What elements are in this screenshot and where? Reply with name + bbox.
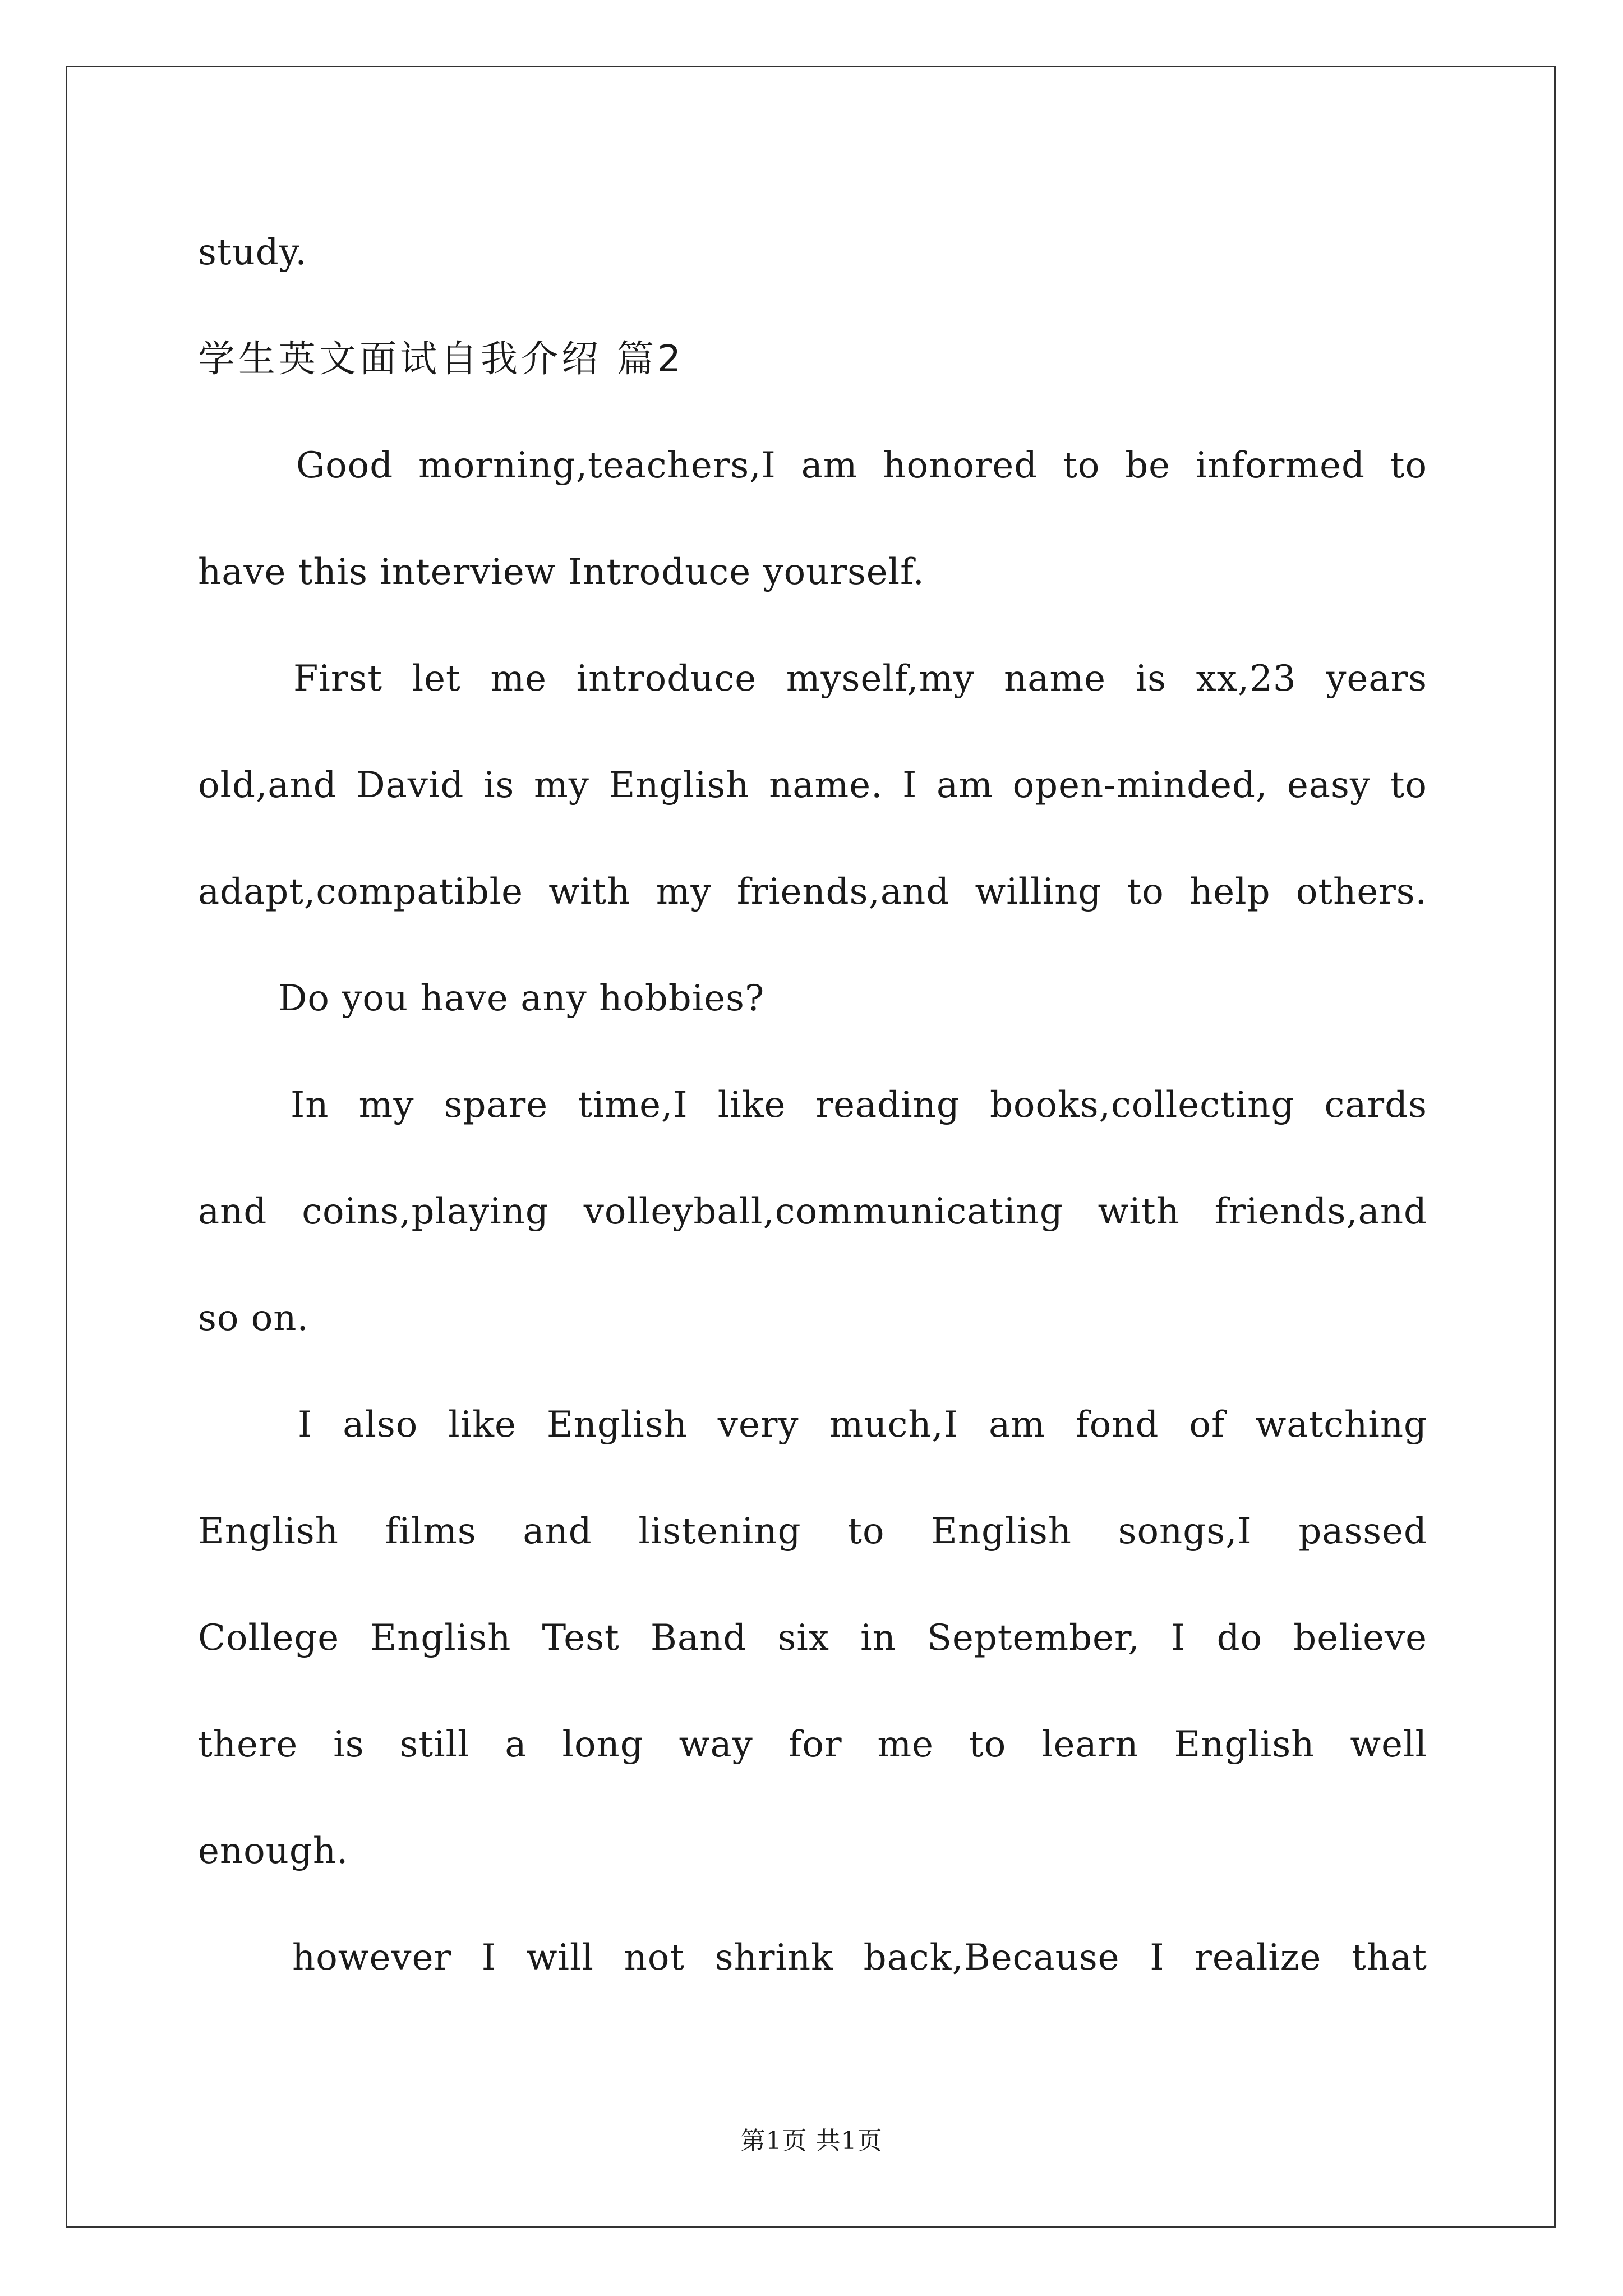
- word: name.: [769, 765, 883, 806]
- word: College: [198, 1617, 340, 1659]
- word: September,: [927, 1617, 1140, 1659]
- word: easy: [1287, 765, 1371, 806]
- word: old,and: [198, 765, 337, 806]
- word: I: [1171, 1617, 1186, 1659]
- word: I: [902, 765, 917, 806]
- word: films: [385, 1511, 477, 1552]
- word: morning,teachers,I: [418, 445, 776, 486]
- word: listening: [638, 1511, 801, 1552]
- word: however: [292, 1937, 452, 1978]
- word: Good: [296, 445, 394, 486]
- word: learn: [1041, 1724, 1139, 1765]
- word: not: [624, 1937, 685, 1978]
- word: to: [1390, 765, 1427, 806]
- text-line: study.: [198, 232, 307, 273]
- word: volleyball,communicating: [583, 1191, 1063, 1232]
- word: to: [1127, 871, 1164, 913]
- word: much,I: [829, 1404, 959, 1446]
- word: for: [788, 1724, 842, 1765]
- word: back,Because: [863, 1937, 1120, 1978]
- word: Band: [650, 1617, 747, 1659]
- text-line: [198, 1717, 1427, 1773]
- word: English: [608, 765, 750, 806]
- word: watching: [1255, 1404, 1427, 1446]
- word: reading: [815, 1084, 960, 1126]
- word: English: [370, 1617, 511, 1659]
- word: friends,and: [1214, 1191, 1427, 1232]
- word: others.: [1295, 871, 1427, 913]
- word: my: [358, 1084, 414, 1126]
- page-footer: 第1页 共1页: [740, 2127, 883, 2155]
- text-line: [198, 1503, 1427, 1559]
- text-line: Do you have any hobbies?: [278, 978, 765, 1019]
- word: to: [847, 1511, 885, 1552]
- word: passed: [1298, 1511, 1427, 1552]
- word: adapt,compatible: [198, 871, 523, 913]
- text-line: [198, 1397, 1427, 1453]
- word: with: [548, 871, 631, 913]
- word: to: [969, 1724, 1007, 1765]
- text-line: enough.: [198, 1830, 349, 1872]
- word: am: [801, 445, 858, 486]
- word: is: [333, 1724, 365, 1765]
- word: with: [1098, 1191, 1180, 1232]
- word: my: [656, 871, 712, 913]
- word: Test: [542, 1617, 620, 1659]
- word: well: [1350, 1724, 1427, 1765]
- word: me: [877, 1724, 934, 1765]
- word: is: [483, 765, 515, 806]
- word: help: [1189, 871, 1271, 913]
- section-heading: 学生英文面试自我介绍 篇2: [198, 337, 684, 380]
- word: name: [1004, 658, 1106, 700]
- word: books,collecting: [989, 1084, 1295, 1126]
- page-border: [66, 66, 1556, 2228]
- word: In: [291, 1084, 329, 1126]
- word: and: [523, 1511, 592, 1552]
- word: am: [989, 1404, 1045, 1446]
- text-line: [198, 757, 1427, 813]
- word: coins,playing: [302, 1191, 549, 1232]
- word: let: [412, 658, 461, 700]
- word: will: [526, 1937, 594, 1978]
- word: me: [490, 658, 547, 700]
- text-line: [198, 651, 1427, 707]
- word: open-minded,: [1012, 765, 1268, 806]
- word: way: [679, 1724, 753, 1765]
- word: there: [198, 1724, 298, 1765]
- word: like: [717, 1084, 786, 1126]
- word: years: [1326, 658, 1427, 700]
- text-line: [198, 1610, 1427, 1666]
- word: songs,I: [1118, 1511, 1252, 1552]
- word: myself,my: [786, 658, 975, 700]
- word: six: [777, 1617, 829, 1659]
- word: am: [937, 765, 993, 806]
- text-line: have this interview Introduce yourself.: [198, 551, 925, 593]
- word: English: [931, 1511, 1072, 1552]
- word: friends,and: [736, 871, 950, 913]
- word: that: [1352, 1937, 1427, 1978]
- word: believe: [1293, 1617, 1427, 1659]
- word: to: [1063, 445, 1100, 486]
- word: very: [717, 1404, 799, 1446]
- word: also: [343, 1404, 418, 1446]
- word: time,I: [578, 1084, 688, 1126]
- word: English: [546, 1404, 688, 1446]
- word: my: [534, 765, 589, 806]
- word: do: [1216, 1617, 1263, 1659]
- word: David: [356, 765, 464, 806]
- text-line: [198, 864, 1427, 920]
- word: cards: [1324, 1084, 1427, 1126]
- word: spare: [444, 1084, 548, 1126]
- word: xx,23: [1196, 658, 1297, 700]
- text-line: so on.: [198, 1297, 309, 1339]
- word: is: [1135, 658, 1166, 700]
- text-line: [198, 1930, 1427, 1986]
- word: be: [1125, 445, 1171, 486]
- text-line: [198, 1077, 1427, 1133]
- word: to: [1390, 445, 1427, 486]
- word: fond: [1076, 1404, 1159, 1446]
- word: long: [562, 1724, 644, 1765]
- word: and: [198, 1191, 268, 1232]
- word: I: [1150, 1937, 1165, 1978]
- word: English: [1174, 1724, 1315, 1765]
- word: introduce: [576, 658, 757, 700]
- word: I: [481, 1937, 497, 1978]
- word: First: [293, 658, 383, 700]
- text-line: [198, 438, 1427, 494]
- word: informed: [1195, 445, 1365, 486]
- word: English: [198, 1511, 339, 1552]
- word: realize: [1195, 1937, 1322, 1978]
- word: shrink: [714, 1937, 833, 1978]
- word: like: [448, 1404, 517, 1446]
- text-line: [198, 1184, 1427, 1240]
- word: still: [399, 1724, 470, 1765]
- word: a: [505, 1724, 527, 1765]
- word: honored: [883, 445, 1038, 486]
- word: of: [1189, 1404, 1225, 1446]
- word: willing: [975, 871, 1102, 913]
- word: I: [298, 1404, 313, 1446]
- word: in: [860, 1617, 896, 1659]
